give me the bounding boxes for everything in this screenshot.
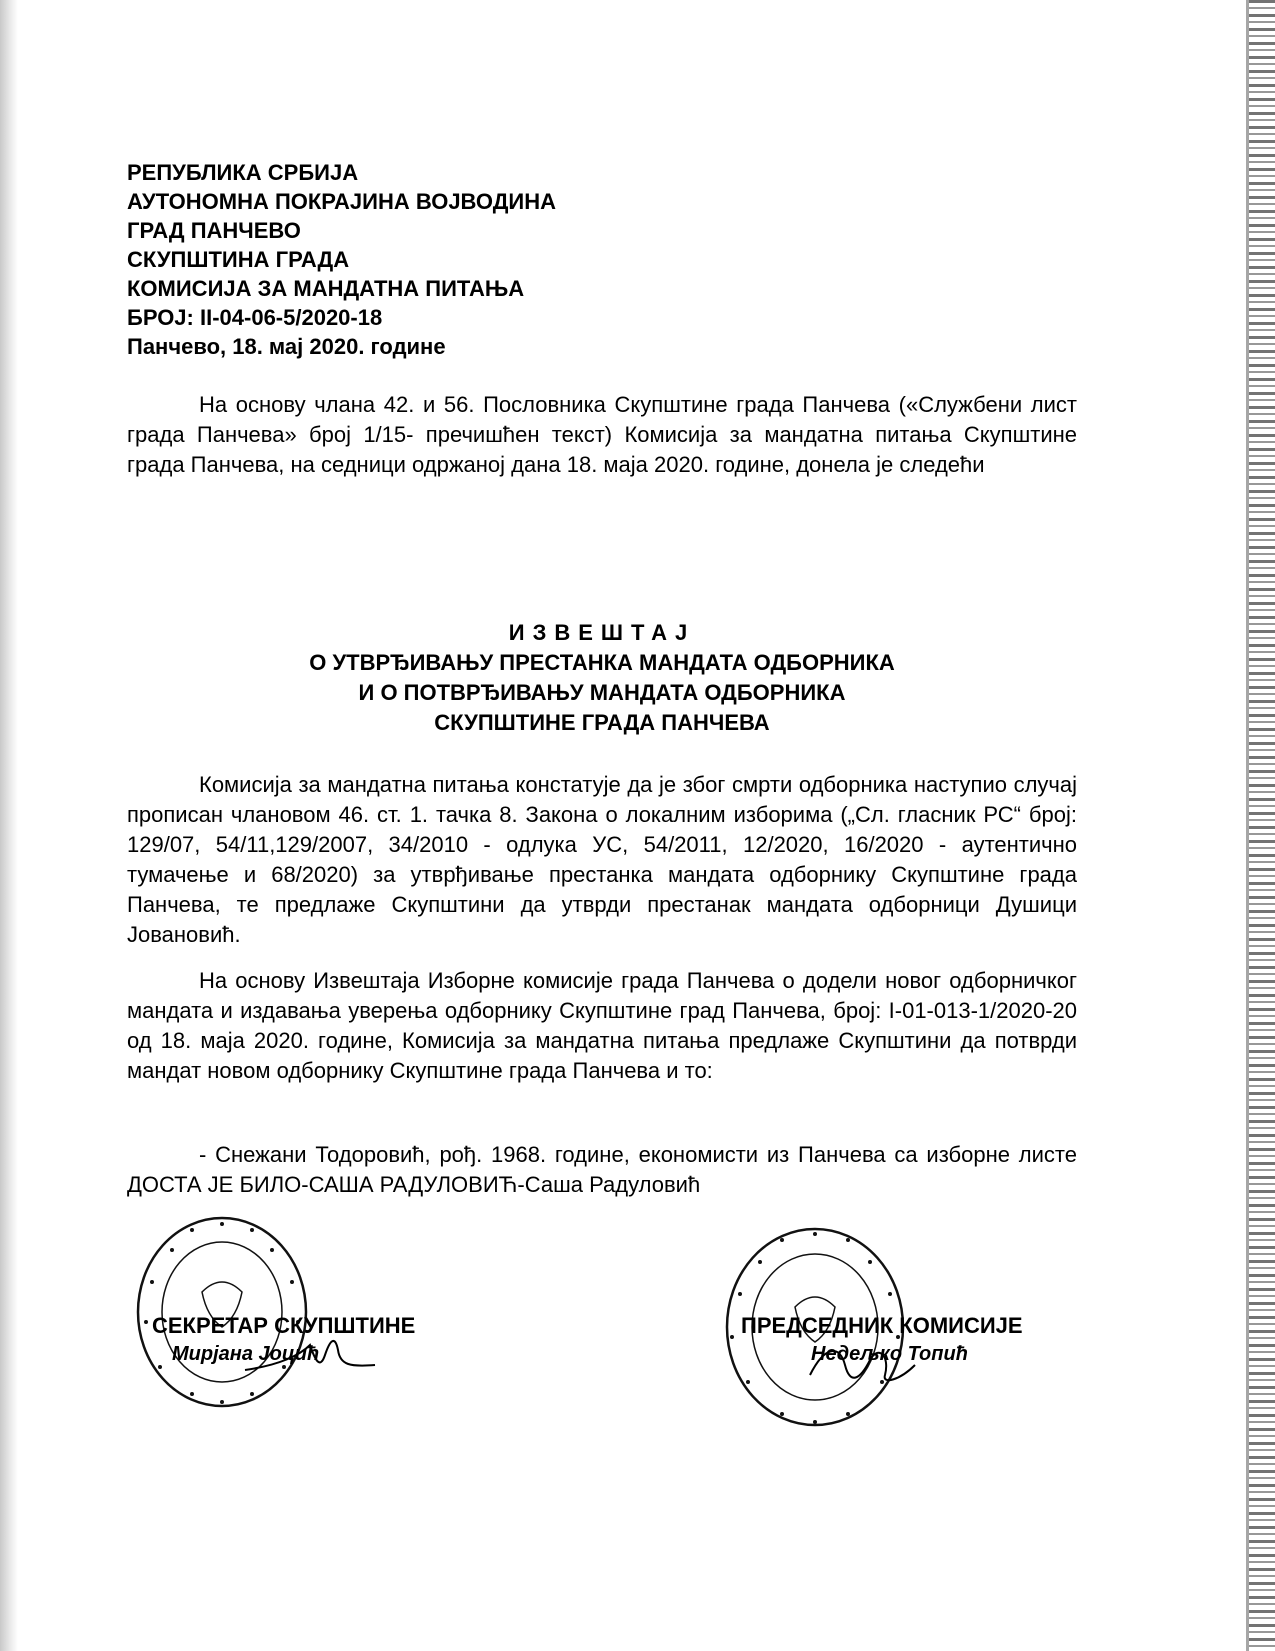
scan-edge-left — [0, 0, 18, 1651]
president-name: Недељко Топић — [811, 1343, 968, 1365]
header-number: БРОЈ: II-04-06-5/2020-18 — [127, 305, 383, 330]
report-title-main: ИЗВЕШТАЈ — [508, 620, 696, 645]
body-paragraph-1: Комисија за мандатна питања констатује да је због смрти одборника наступио случај прописан члановом 46. ст. 1. тачка 8. Закона о локалним изборима („Сл. гласник РС“ број: 129/07, 54/11,129/2007, 34/2010 - одлука УС, 54/2011, 12/2020, 16/2020 - аутентично тумачење и 68/2020) за утврђивање престанка мандата одборнику Скупштине града Панчева, те предлаже Скупштини да утврди престанак мандата одборници Душици Јовановић. — [127, 772, 1077, 947]
header-assembly: СКУПШТИНА ГРАДА — [127, 247, 350, 272]
header-country: РЕПУБЛИКА СРБИЈА — [127, 160, 359, 185]
report-title — [127, 618, 1077, 738]
report-title-line2: О УТВРЂИВАЊУ ПРЕСТАНКА МАНДАТА ОДБОРНИКА — [309, 650, 895, 675]
header-province: АУТОНОМНА ПОКРАЈИНА ВОЈВОДИНА — [127, 189, 556, 214]
body-paragraph-3: - Снежани Тодоровић, рођ. 1968. године, економисти из Панчева са изборне листе ДОСТА ЈЕ БИЛО-САША РАДУЛОВИЋ-Саша Радуловић — [127, 1142, 1077, 1197]
secretary-title: СЕКРЕТАР СКУПШТИНЕ — [152, 1313, 416, 1338]
signature-block-president — [741, 1312, 1023, 1368]
scan-edge-right — [1249, 0, 1275, 1651]
header-commission: КОМИСИЈА ЗА МАНДАТНА ПИТАЊА — [127, 276, 525, 301]
body-paragraph-2: На основу Извештаја Изборне комисије града Панчева о додели новог одборничког мандата и издавања уверења одборнику Скупштине град Панчева, број: I-01-013-1/2020-20 од 18. маја 2020. године, Комисија за мандатна питања предлаже Скупштини да потврди мандат новом одборнику Скупштине града Панчева и то: — [127, 968, 1077, 1083]
intro-paragraph: На основу члана 42. и 56. Пословника Скупштине града Панчева («Службени лист града Панчева» број 1/15- пречишћен текст) Комисија за мандатна питања Скупштине града Панчева, на седници одржаној дана 18. маја 2020. године, донела је следећи — [127, 392, 1077, 477]
header-date: Панчево, 18. мај 2020. године — [127, 334, 446, 359]
report-title-line3: И О ПОТВРЂИВАЊУ МАНДАТА ОДБОРНИКА — [358, 680, 846, 705]
signature-block-secretary — [152, 1312, 415, 1368]
president-title: ПРЕДСЕДНИК КОМИСИЈЕ — [741, 1313, 1023, 1338]
secretary-name: Мирјана Јоцић — [172, 1343, 320, 1365]
report-title-line4: СКУПШТИНЕ ГРАДА ПАНЧЕВА — [434, 710, 770, 735]
header-city: ГРАД ПАНЧЕВО — [127, 218, 301, 243]
document-header — [127, 158, 556, 361]
